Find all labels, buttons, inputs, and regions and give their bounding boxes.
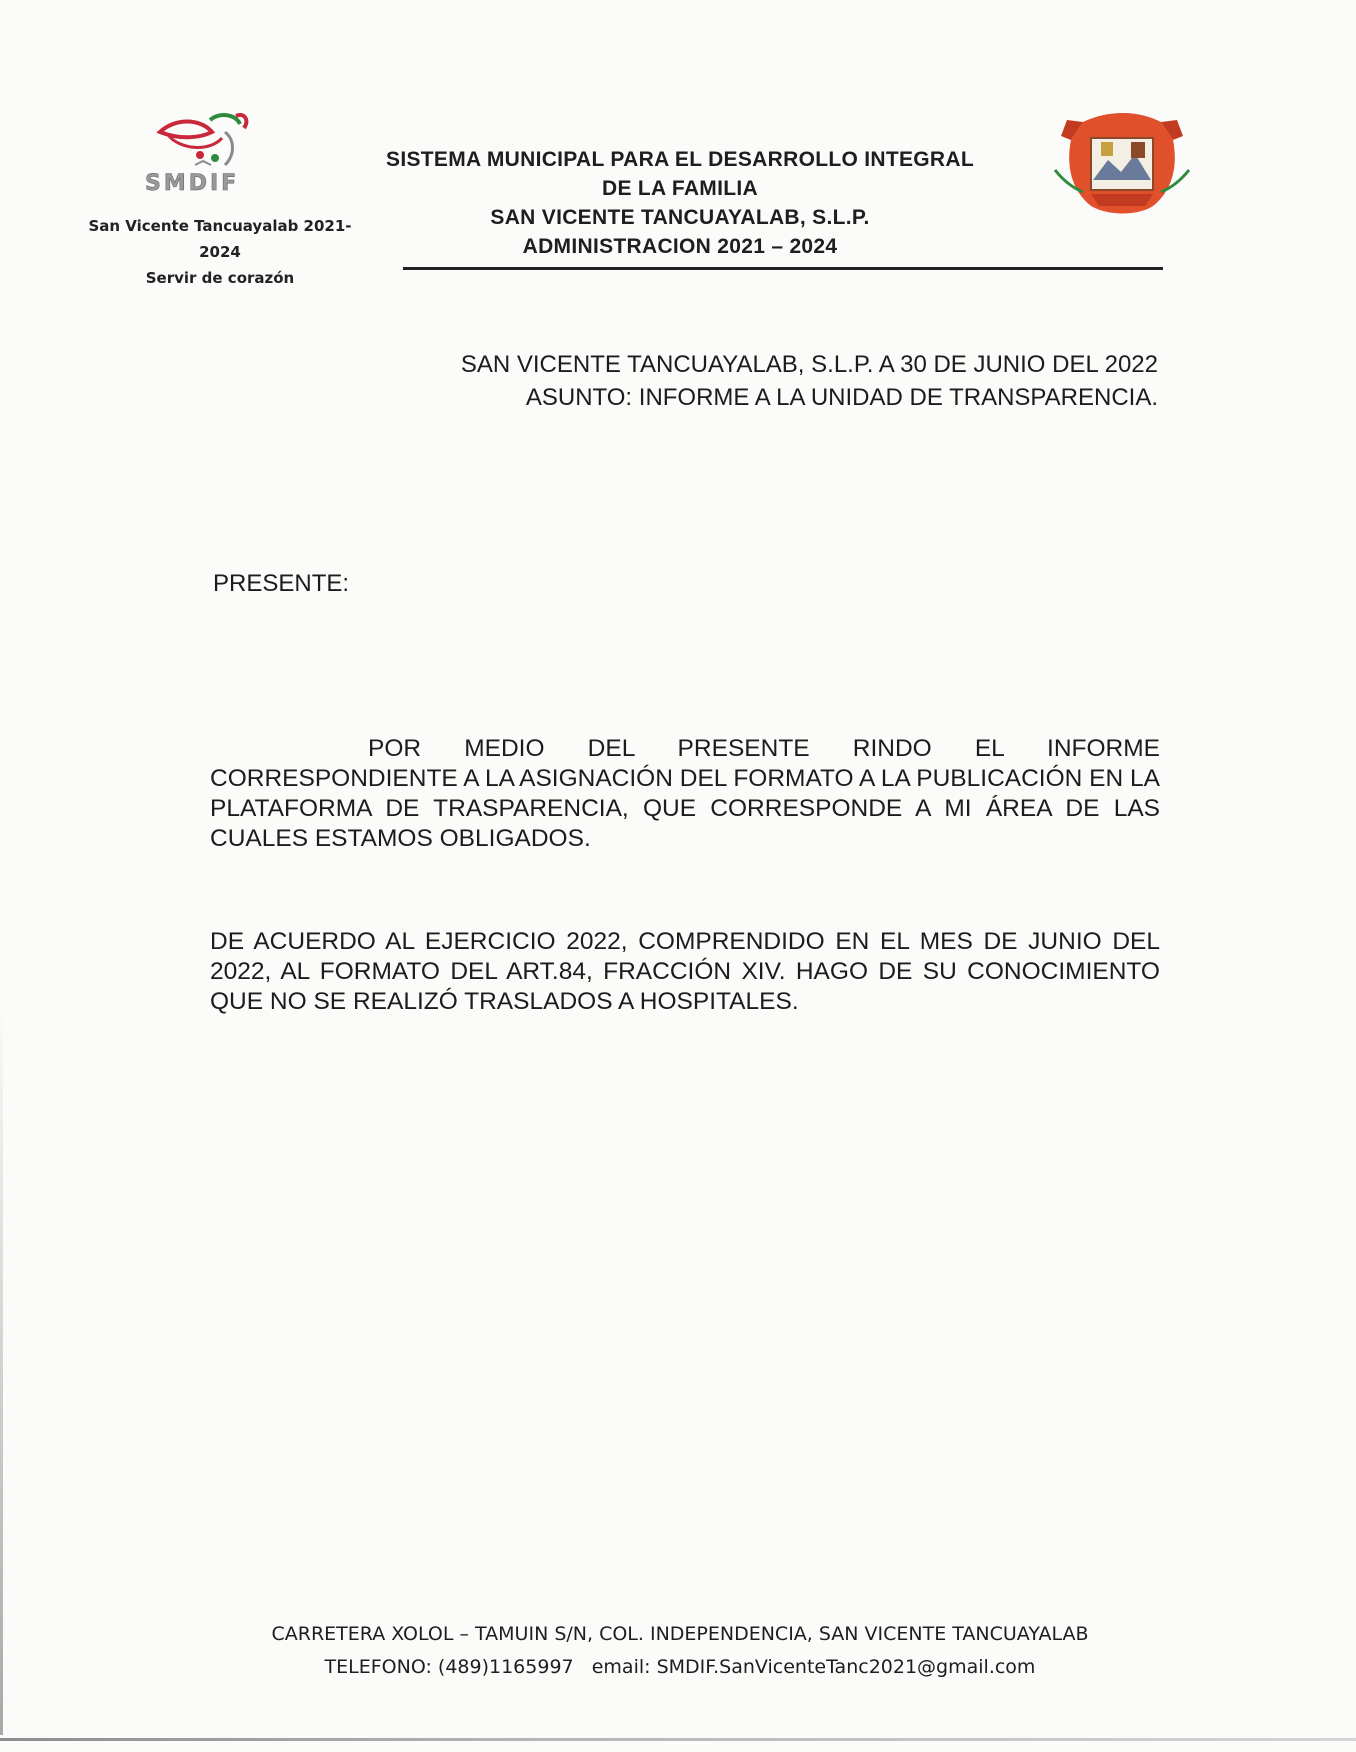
org-line-4: ADMINISTRACION 2021 – 2024 <box>522 235 838 258</box>
footer-address: CARRETERA XOLOL – TAMUIN S/N, COL. INDEPENDENCIA, SAN VICENTE TANCUAYALAB <box>271 1623 1089 1645</box>
salutation: PRESENTE: <box>213 570 350 597</box>
page-edge-shadow-left <box>0 1000 3 1735</box>
date-line: SAN VICENTE TANCUAYALAB, S.L.P. A 30 DE JUNIO DEL 2022 <box>460 351 1158 378</box>
body-paragraph-1: POR MEDIO DEL PRESENTE RINDO EL INFORME CORRESPONDIENTE A LA ASIGNACIÓN DEL FORMATO A LA PUBLICACIÓN EN LA PLATAFORMA DE TRASPARENCIA, QUE CORRESPONDE A MI ÁREA DE LAS CUALES ESTAMOS OBLIGADOS. <box>210 735 1160 852</box>
subject-line: ASUNTO: INFORME A LA UNIDAD DE TRANSPARENCIA. <box>525 384 1158 411</box>
date-subject-block <box>380 348 1158 414</box>
footer <box>180 1618 1180 1684</box>
header-divider <box>403 267 1163 270</box>
org-line-3: SAN VICENTE TANCUAYALAB, S.L.P. <box>490 206 870 229</box>
body-paragraph-2: DE ACUERDO AL EJERCICIO 2022, COMPRENDIDO EN EL MES DE JUNIO DEL 2022, AL FORMATO DEL ART.84, FRACCIÓN XIV. HAGO DE SU CONOCIMIENTO QUE NO SE REALIZÓ TRASLADOS A HOSPITALES. <box>210 928 1160 1015</box>
org-line-1: SISTEMA MUNICIPAL PARA EL DESARROLLO INTEGRAL <box>386 148 974 171</box>
footer-contact: TELEFONO: (489)1165997 email: SMDIF.SanVicenteTanc2021@gmail.com <box>324 1656 1036 1678</box>
organization-header <box>340 145 1020 261</box>
svg-text:SMDIF: SMDIF <box>145 171 240 196</box>
caption-line-2: Servir de corazón <box>145 269 295 287</box>
caption-line-1: San Vicente Tancuayalab 2021-2024 <box>88 217 352 261</box>
org-line-2: DE LA FAMILIA <box>602 177 758 200</box>
smdif-logo <box>140 110 290 205</box>
logo-caption <box>70 213 370 291</box>
coat-of-arms-icon <box>1053 110 1191 222</box>
page-edge-shadow <box>0 1738 1356 1741</box>
